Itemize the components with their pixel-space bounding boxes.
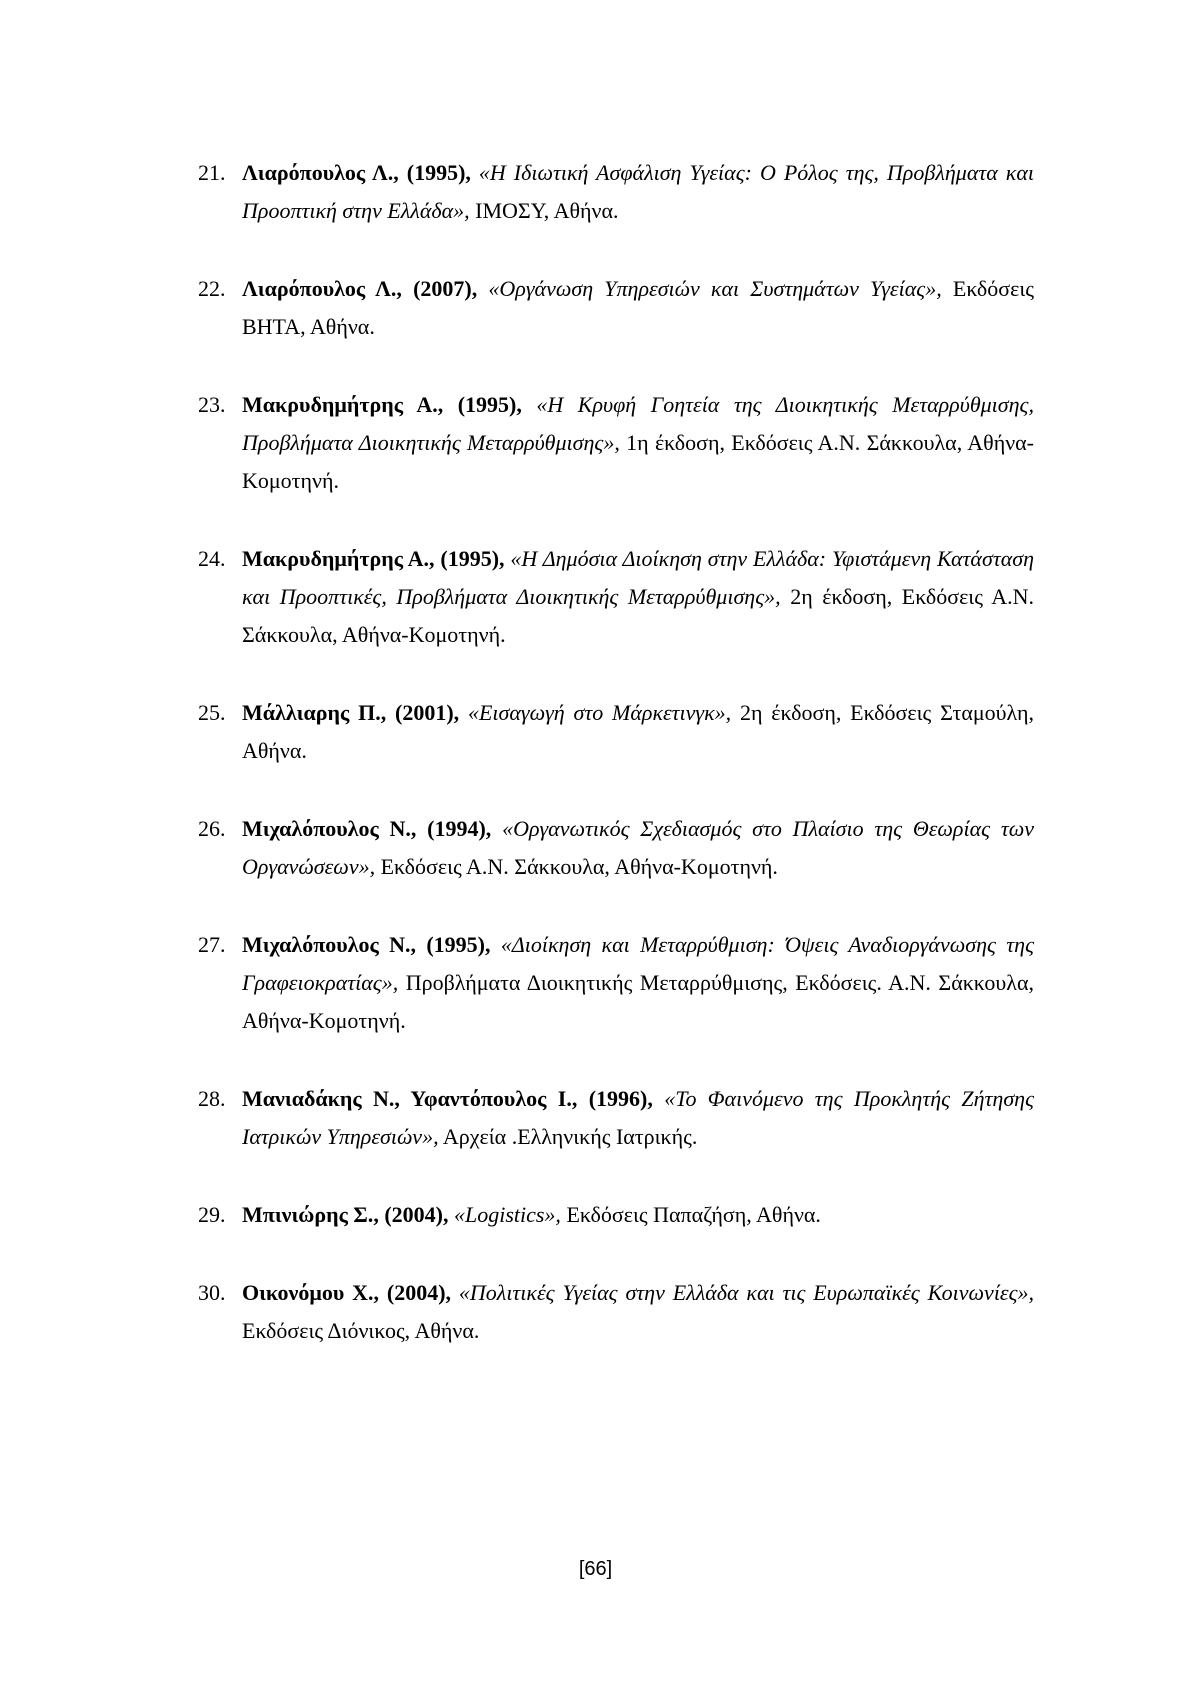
reference-item <box>198 540 1034 654</box>
reference-number: 25. <box>198 700 226 725</box>
reference-author: Λιαρόπουλος Λ. <box>242 276 397 301</box>
reference-year: , (1995), <box>393 160 471 185</box>
reference-title: «Η Κρυφή Γοητεία της Διοικητικής Μεταρρύθμισης, Προβλήματα Διοικητικής Μεταρρύθμισης», <box>242 392 1034 455</box>
reference-publisher: Αρχεία .Ελληνικής Ιατρικής. <box>442 1124 698 1149</box>
reference-author: Μάλλιαρης Π. <box>242 700 381 725</box>
reference-publisher: 1η έκδοση, Εκδόσεις Α.Ν. Σάκκουλα, Αθήνα-Κομοτηνή. <box>242 430 1035 493</box>
reference-list <box>198 154 1034 1390</box>
reference-title: «Το Φαινόμενο της Προκλητής Ζήτησης Ιατρικών Υπηρεσιών», <box>242 1086 1035 1149</box>
reference-title: «Οργάνωση Υπηρεσιών και Συστημάτων Υγείας», <box>488 276 942 301</box>
reference-year: , (2001), <box>380 700 460 725</box>
reference-year: , (1994), <box>410 816 492 841</box>
reference-title: «Διοίκηση και Μεταρρύθμιση: Όψεις Αναδιοργάνωσης της Γραφειοκρατίας», <box>242 932 1035 995</box>
reference-title: «Η Δημόσια Διοίκηση στην Ελλάδα: Υφιστάμενη Κατάσταση και Προοπτικές, Προβλήματα Διοικητικής Μεταρρύθμισης», <box>242 546 1035 609</box>
reference-item <box>198 810 1034 886</box>
reference-author: Μανιαδάκης Ν., Υφαντόπουλος Ι. <box>242 1086 572 1111</box>
reference-publisher: Εκδόσεις Παπαζήση, Αθήνα. <box>566 1202 821 1227</box>
reference-year: , (1995), <box>410 932 491 957</box>
reference-number: 26. <box>198 816 226 841</box>
reference-item <box>198 1274 1034 1350</box>
reference-author: Μακρυδημήτρης Α. <box>242 546 430 571</box>
reference-author: Λιαρόπουλος Λ. <box>242 160 394 185</box>
reference-publisher: ΙΜΟΣΥ, Αθήνα. <box>475 198 619 223</box>
reference-publisher: 2η έκδοση, Εκδόσεις Α.Ν. Σάκκουλα, Αθήνα-Κομοτηνή. <box>242 584 1035 647</box>
reference-item <box>198 154 1034 230</box>
reference-item <box>198 694 1034 770</box>
reference-item <box>198 270 1034 346</box>
reference-item <box>198 1196 1034 1234</box>
reference-number: 29. <box>198 1202 226 1227</box>
reference-number: 30. <box>198 1280 226 1305</box>
page-number: [66] <box>578 1558 613 1580</box>
reference-author: Μιχαλόπουλος Ν. <box>242 932 411 957</box>
reference-author: Μπινιώρης Σ. <box>242 1202 374 1227</box>
reference-publisher: Προβλήματα Διοικητικής Μεταρρύθμισης, Εκδόσεις. Α.Ν. Σάκκουλα, Αθήνα-Κομοτηνή. <box>242 970 1034 1033</box>
reference-publisher: Εκδόσεις Διόνικος, Αθήνα. <box>242 1318 480 1343</box>
reference-title: «Η Ιδιωτική Ασφάλιση Υγείας: Ο Ρόλος της, Προβλήματα και Προοπτική στην Ελλάδα», <box>242 160 1034 223</box>
reference-title: «Logistics», <box>453 1202 561 1227</box>
reference-number: 24. <box>198 546 226 571</box>
reference-title: «Εισαγωγή στο Μάρκετινγκ», <box>467 700 732 725</box>
reference-title: «Πολιτικές Υγείας στην Ελλάδα και τις Ευρωπαϊκές Κοινωνίες», <box>458 1280 1035 1305</box>
reference-publisher: Εκδόσεις Α.Ν. Σάκκουλα, Αθήνα-Κομοτηνή. <box>380 854 778 879</box>
reference-author: Μιχαλόπουλος Ν. <box>242 816 411 841</box>
reference-year: , (2004), <box>373 1202 449 1227</box>
reference-number: 23. <box>198 392 226 417</box>
reference-number: 22. <box>198 276 226 301</box>
reference-year: , (1996), <box>571 1086 653 1111</box>
reference-number: 21. <box>198 160 226 185</box>
reference-publisher: 2η έκδοση, Εκδόσεις Σταμούλη, Αθήνα. <box>242 700 1035 763</box>
reference-item <box>198 926 1034 1040</box>
reference-year: , (2007), <box>396 276 478 301</box>
reference-number: 27. <box>198 932 226 957</box>
reference-year: , (2004), <box>373 1280 452 1305</box>
reference-year: , (1995), <box>429 546 505 571</box>
reference-item <box>198 386 1034 500</box>
reference-title: «Οργανωτικός Σχεδιασμός στο Πλαίσιο της Θεωρίας των Οργανώσεων», <box>242 816 1034 879</box>
reference-author: Οικονόμου Χ. <box>242 1280 374 1305</box>
reference-item <box>198 1080 1034 1156</box>
reference-number: 28. <box>198 1086 226 1111</box>
reference-year: , (1995), <box>437 392 522 417</box>
reference-author: Μακρυδημήτρης Α. <box>242 392 438 417</box>
reference-publisher: Εκδόσεις ΒΗΤΑ, Αθήνα. <box>242 276 1035 339</box>
